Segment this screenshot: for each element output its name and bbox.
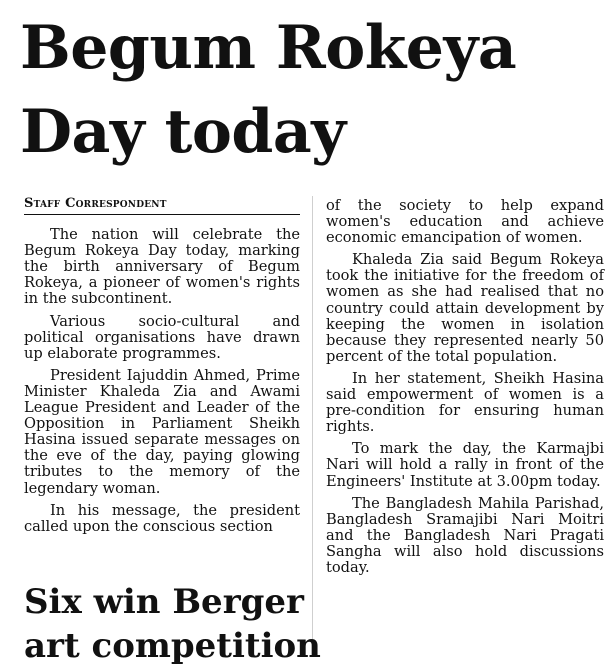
paragraph: The Bangladesh Mahila Parishad, Bangladesh Sramajibi Nari Moitri and the Bangladesh Nari Pragati Sangha will also hold discussions today.	[326, 494, 604, 576]
paragraph: To mark the day, the Karmajbi Nari will hold a rally in front of the Engineers' Institute at 3.00pm today.	[326, 440, 604, 490]
next-headline-line-1: Six win Berger	[24, 582, 304, 622]
article-column-right	[326, 198, 604, 582]
byline: Staff Correspondent	[24, 196, 300, 215]
paragraph: In his message, the president called upon the conscious section	[24, 501, 300, 535]
next-article-headline	[24, 580, 324, 668]
article-headline	[20, 6, 600, 174]
paragraph: Various socio-cultural and political organisations have drawn up elaborate programmes.	[24, 312, 300, 362]
headline-line-2: Day today	[20, 97, 346, 167]
paragraph: The nation will celebrate the Begum Rokeya Day today, marking the birth anniversary of Begum Rokeya, a pioneer of women's rights in the subcontinent.	[24, 226, 300, 308]
paragraph: Khaleda Zia said Begum Rokeya took the initiative for the freedom of women as she had realised that no country could attain development by keeping the women in isolation because they represented nearly 50 percent of the total population.	[326, 251, 604, 365]
headline-line-1: Begum Rokeya	[20, 13, 517, 83]
paragraph: In her statement, Sheikh Hasina said empowerment of women is a pre-condition for ensuring human rights.	[326, 369, 604, 436]
next-headline-line-2: art competition	[24, 626, 321, 666]
paragraph: President Iajuddin Ahmed, Prime Minister Khaleda Zia and Awami League President and Leader of the Opposition in Parliament Sheikh Hasina issued separate messages on the eve of the day, paying glowing tributes to the memory of the legendary woman.	[24, 366, 300, 497]
article-column-left	[24, 196, 300, 541]
column-divider	[312, 196, 313, 646]
paragraph: of the society to help expand women's education and achieve economic emancipation of women.	[326, 197, 604, 247]
